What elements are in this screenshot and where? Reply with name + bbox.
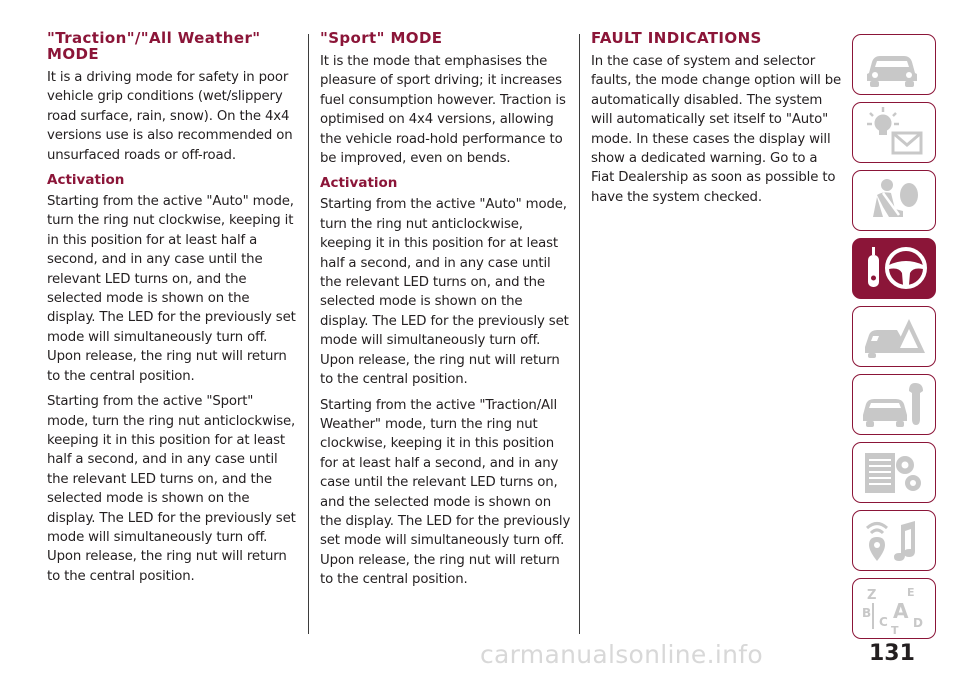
tab-multimedia[interactable] [852, 510, 936, 571]
tab-starting-driving[interactable] [852, 238, 936, 299]
index-letter: E [907, 586, 915, 599]
section-title: "Sport" MODE [320, 29, 443, 47]
subheading-activation: Activation [47, 172, 125, 189]
multimedia-icon [853, 511, 935, 570]
subheading-activation: Activation [320, 175, 398, 192]
paragraph: In the case of system and selector faults, the mode change option will be automatically disabled. The system will automatically set itself to "Auto" mode. In these cases the display will show a dedicated warning. Go to a Fiat Dealership as soon as possible to have the system checked. [591, 54, 842, 205]
column-traction [47, 30, 297, 592]
section-title: "Traction"/"All Weather" MODE [47, 29, 261, 63]
technical-data-icon [853, 443, 935, 502]
chapter-nav [852, 34, 936, 646]
tab-car[interactable] [852, 34, 936, 95]
watermark: carmanualsonline.info [480, 640, 763, 669]
paragraph: It is the mode that emphasises the pleasure of sport driving; it increases fuel consumption however. Traction is optimised on 4x4 versions, allowing the vehicle road-hold performance to be improved, even on bends. [320, 54, 566, 167]
car-icon [853, 35, 935, 94]
index-letter: A [893, 599, 909, 623]
index-alphabet-icon [853, 579, 935, 638]
paragraph: Starting from the active "Auto" mode, turn the ring nut anticlockwise, keeping it in this position for at least half a second, and in any case until the relevant LED turns on, and the selected mode is shown on the display. The LED for the previously set mode will simultaneously turn off. Upon release, the ring nut will return to the central position. [320, 197, 569, 388]
warning-lights-icon [853, 103, 935, 162]
tab-maintenance[interactable] [852, 374, 936, 435]
index-letter: B [862, 606, 872, 620]
steering-wheel-key-icon [853, 239, 935, 298]
index-letter: C [879, 615, 888, 629]
paragraph: Starting from the active "Sport" mode, turn the ring nut anticlockwise, keeping it in this position for at least half a second, and in any case until the relevant LED turns on, and the selected mode is shown on the display. The LED for the previously set mode will simultaneously turn off. Upon release, the ring nut will return to the central position. [47, 394, 296, 584]
index-letter: Z [867, 588, 877, 603]
column-sport [320, 30, 572, 596]
paragraph: Starting from the active "Auto" mode, turn the ring nut clockwise, keeping it in this position for at least half a second, and in any case until the relevant LED turns on, and the selected mode is shown on the display. The LED for the previously set mode will simultaneously turn off. Upon release, the ring nut will return to the central position. [47, 194, 296, 384]
airbag-seatbelt-icon [853, 171, 935, 230]
page-number: 131 [869, 641, 915, 666]
tab-index[interactable] [852, 578, 936, 639]
column-divider [579, 34, 580, 634]
tab-safety[interactable] [852, 170, 936, 231]
paragraph: It is a driving mode for safety in poor vehicle grip conditions (wet/slippery road surface, rain, snow). On the 4x4 versions use is also recommended on unsurfaced roads or off-road. [47, 70, 293, 163]
index-letter: T [891, 624, 899, 637]
index-letter: D [913, 616, 923, 630]
tab-emergency[interactable] [852, 306, 936, 367]
tab-warning-lights[interactable] [852, 102, 936, 163]
section-title: FAULT INDICATIONS [591, 29, 762, 47]
paragraph: Starting from the active "Traction/All Weather" mode, turn the ring nut clockwise, keeping it in this position for at least half a second, and in any case until the relevant LED turns on, and the selected mode is shown on the display. The LED for the previously set mode will simultaneously turn off. Upon release, the ring nut will return to the central position. [320, 397, 571, 588]
breakdown-triangle-icon [853, 307, 935, 366]
car-maintenance-icon [853, 375, 935, 434]
tab-technical-data[interactable] [852, 442, 936, 503]
column-divider [308, 34, 309, 634]
column-fault-indications [591, 30, 843, 213]
